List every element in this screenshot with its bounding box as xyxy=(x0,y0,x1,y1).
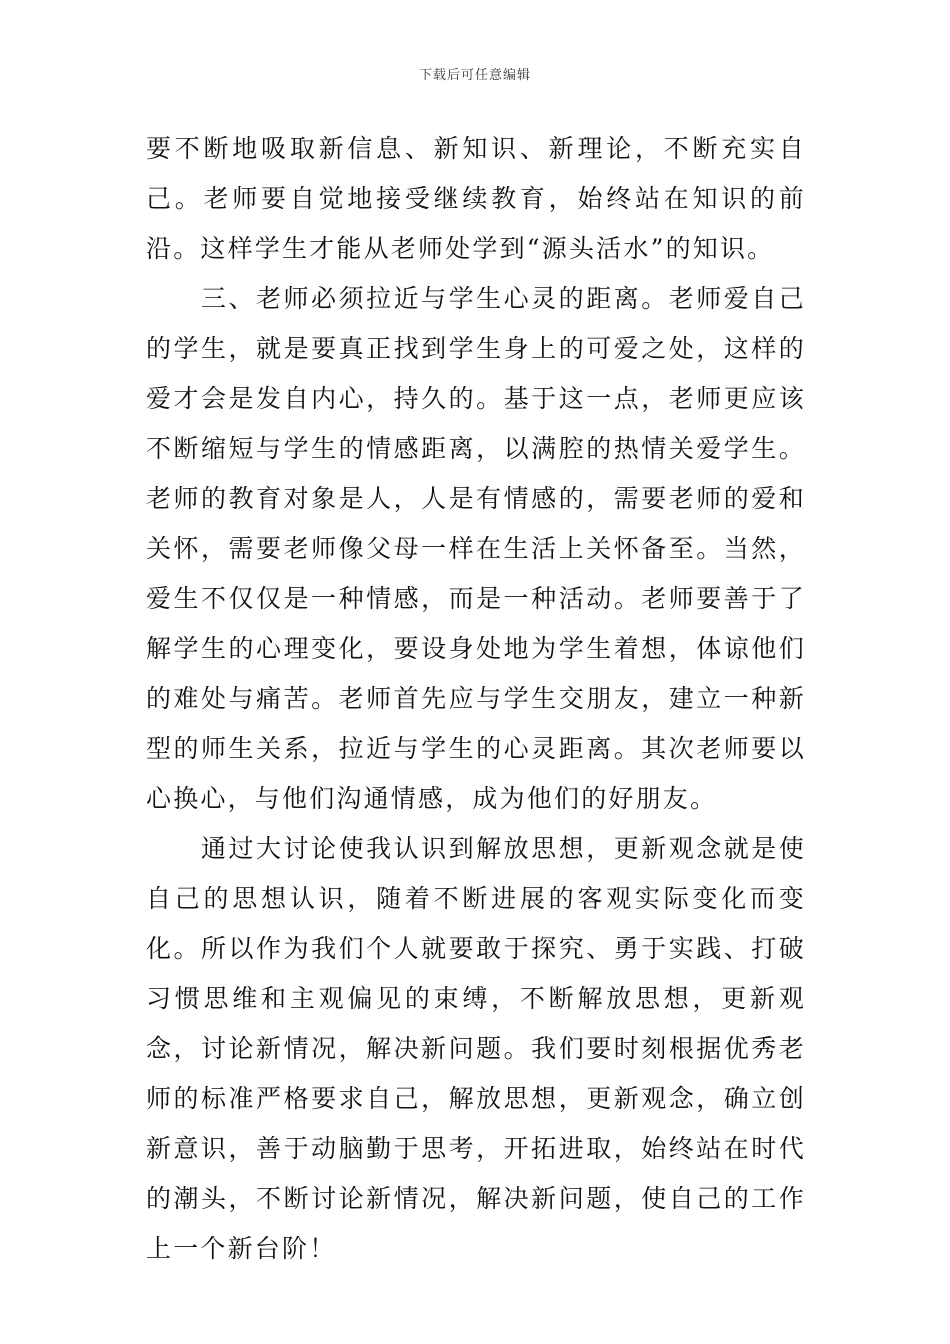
paragraph-conclusion: 通过大讨论使我认识到解放思想，更新观念就是使自己的思想认识，随着不断进展的客观实际变化而变化。所以作为我们个人就要敢于探究、勇于实践、打破习惯思维和主观偏见的束缚，不断解放思想，更新观念，讨论新情况，解决新问题。我们要时刻根据优秀老师的标准严格要求自己，解放思想，更新观念，确立创新意识，善于动脑勤于思考，开拓进取，始终站在时代的潮头，不断讨论新情况，解决新问题，使自己的工作上一个新台阶！ xyxy=(146,834,806,1263)
page-header-note: 下载后可任意编辑 xyxy=(418,68,531,83)
paragraph-section-three: 三、老师必须拉近与学生心灵的距离。老师爱自己的学生，就是要真正找到学生身上的可爱之处，这样的爱才会是发自内心，持久的。基于这一点，老师更应该不断缩短与学生的情感距离，以满腔的热情关爱学生。老师的教育对象是人，人是有情感的，需要老师的爱和关怀，需要老师像父母一样在生活上关怀备至。当然，爱生不仅仅是一种情感，而是一种活动。老师要善于了解学生的心理变化，要设身处地为学生着想，体谅他们的难处与痛苦。老师首先应与学生交朋友，建立一种新型的师生关系，拉近与学生的心灵距离。其次老师要以心换心，与他们沟通情感，成为他们的好朋友。 xyxy=(146,284,806,813)
document-body xyxy=(146,124,806,1274)
paragraph-continuation: 要不断地吸取新信息、新知识、新理论，不断充实自己。老师要自觉地接受继续教育，始终站在知识的前沿。这样学生才能从老师处学到“源头活水”的知识。 xyxy=(146,134,806,263)
